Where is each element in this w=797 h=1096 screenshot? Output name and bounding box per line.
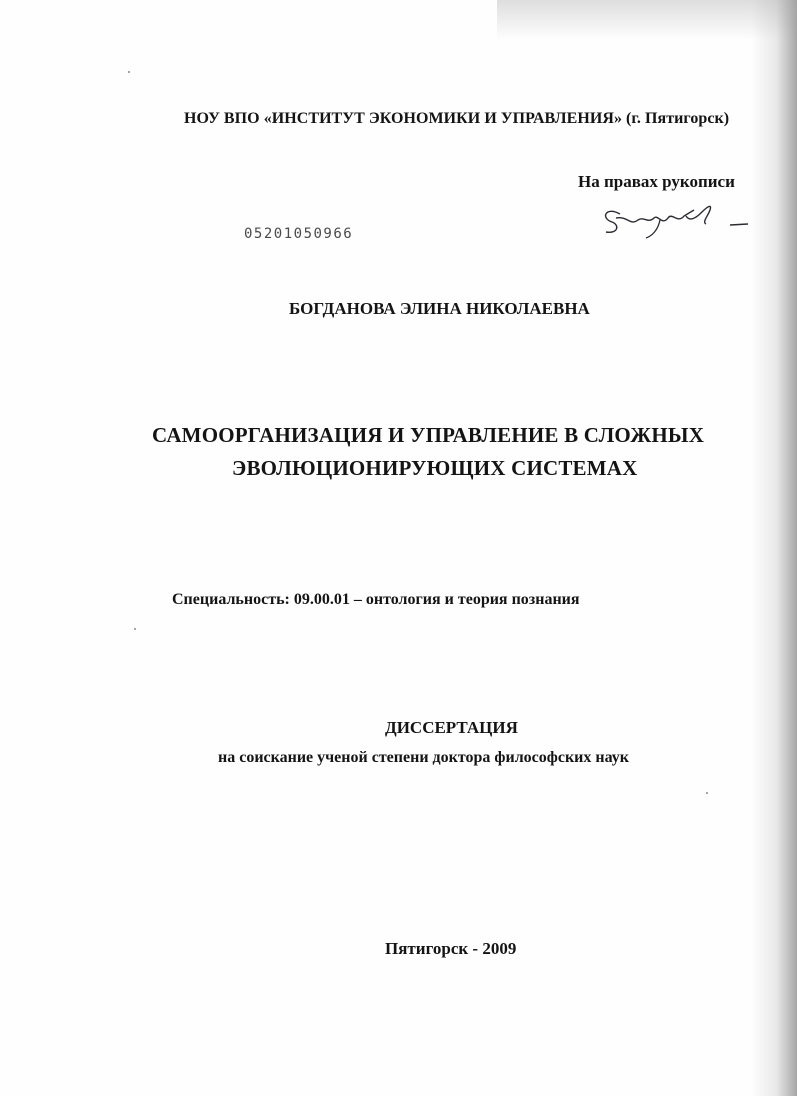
degree-line: на соискание ученой степени доктора философских наук bbox=[218, 749, 629, 766]
author-name: БОГДАНОВА ЭЛИНА НИКОЛАЕВНА bbox=[289, 299, 590, 318]
place-and-year: Пятигорск - 2009 bbox=[385, 939, 517, 958]
dissertation-title-line-2: ЭВОЛЮЦИОНИРУЮЩИХ СИСТЕМАХ bbox=[232, 456, 638, 480]
handwritten-signature-icon bbox=[598, 196, 758, 242]
specialty-line: Специальность: 09.00.01 – онтология и теория познания bbox=[172, 591, 580, 608]
registration-number-stamp: 05201050966 bbox=[244, 226, 354, 242]
institute-header: НОУ ВПО «ИНСТИТУТ ЭКОНОМИКИ И УПРАВЛЕНИЯ» (г. Пятигорск) bbox=[184, 110, 730, 127]
scan-speck bbox=[134, 628, 136, 630]
document-type: ДИССЕРТАЦИЯ bbox=[385, 718, 518, 737]
scan-speck bbox=[128, 71, 130, 73]
manuscript-rights-note: На правах рукописи bbox=[578, 172, 735, 191]
scan-shadow-right bbox=[751, 0, 797, 1096]
scan-shadow-top bbox=[497, 0, 797, 40]
scan-speck bbox=[706, 792, 708, 794]
dissertation-title-line-1: САМООРГАНИЗАЦИЯ И УПРАВЛЕНИЕ В СЛОЖНЫХ bbox=[152, 423, 705, 447]
